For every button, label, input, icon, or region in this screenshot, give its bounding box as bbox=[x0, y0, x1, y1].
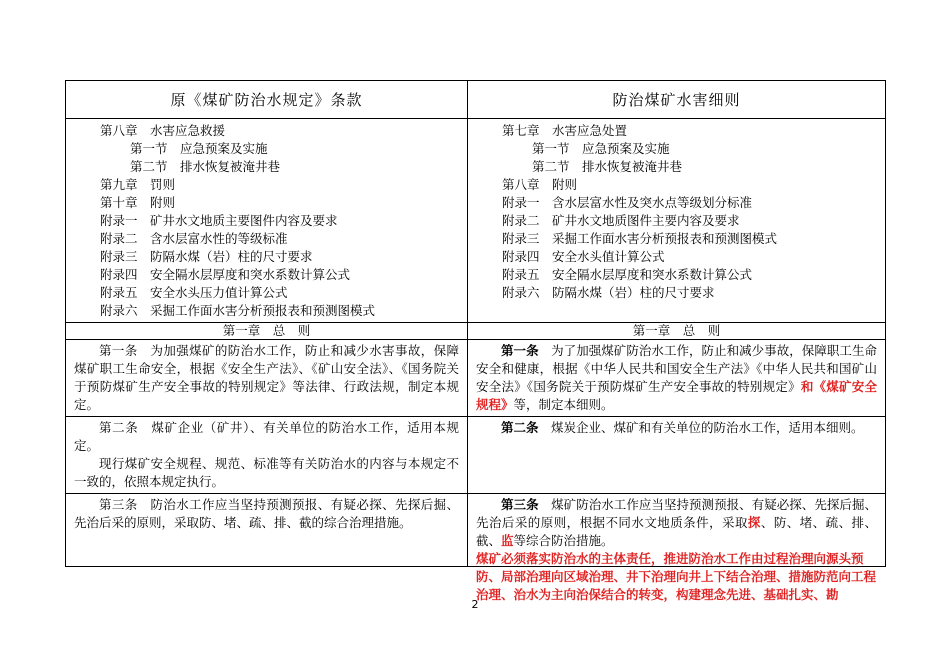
article3-row bbox=[66, 494, 886, 567]
toc_right-item: 附录五 安全隔水层厚度和突水系数计算公式 bbox=[502, 267, 753, 282]
toc_left-item: 附录一 矿井水文地质主要图件内容及要求 bbox=[100, 213, 338, 228]
article1-right-red: 和《煤矿安全规程》 bbox=[476, 379, 877, 412]
article3-right bbox=[468, 494, 886, 602]
article1-right-text: 为了加强煤矿防治水工作，防止和减少事故，保障职工生命安全和健康，根据《中华人民共和国安全生产法》《中华人民共和国矿山安全法》《国务院关于预防煤矿生产安全事故的特别规定》 bbox=[476, 343, 877, 394]
chapter-right: 第一章 总 则 bbox=[468, 323, 886, 340]
article3-right-red-para: 煤矿必须落实防治水的主体责任，推进防治水工作由过程治理向源头预防、局部治理向区域治理、井下治理向井上下结合治理、措施防范向工程治理、治水为主向治保结合的转变，构建理念先进、基础扎实、勘 bbox=[476, 551, 877, 602]
article3-right-text1: 煤矿防治水工作应当坚持预测预报、有疑必探、先探后掘、先治后采的原则，根据不同水文地质条件，采取 bbox=[476, 497, 877, 530]
toc_right-item: 附录四 安全水头值计算公式 bbox=[502, 249, 665, 264]
article1-right-para bbox=[476, 342, 877, 414]
article3-right-para bbox=[476, 496, 877, 550]
toc_left-item: 附录四 安全隔水层厚度和突水系数计算公式 bbox=[100, 267, 351, 282]
article2-right-text: 煤炭企业、煤矿和有关单位的防治水工作，适用本细则。 bbox=[538, 420, 864, 435]
chapter-left: 第一章 总 则 bbox=[66, 323, 468, 340]
article1-left bbox=[66, 340, 468, 417]
toc_right-item: 第七章 水害应急处置 bbox=[502, 123, 628, 138]
article1-right-tail: 等，制定本细则。 bbox=[513, 397, 614, 412]
toc_right-item: 附录三 采掘工作面水害分析预报表和预测图模式 bbox=[502, 231, 778, 246]
toc-left-cell bbox=[66, 119, 468, 323]
toc_left-item: 第十章 附则 bbox=[100, 195, 176, 210]
header-left: 原《煤矿防治水规定》条款 bbox=[66, 81, 468, 119]
toc-row bbox=[66, 119, 886, 323]
toc_right-item: 附录二 矿井水文地质图件主要内容及要求 bbox=[502, 213, 740, 228]
toc_left-item: 附录二 含水层富水性的等级标准 bbox=[100, 231, 288, 246]
toc-right-cell bbox=[468, 119, 886, 323]
toc_right-item: 第八章 附则 bbox=[502, 177, 578, 192]
article2-row bbox=[66, 417, 886, 494]
article2-right-para bbox=[476, 419, 877, 437]
article3-right-text3: 等综合防治措施。 bbox=[513, 533, 614, 548]
toc_left-item: 第八章 水害应急救援 bbox=[100, 123, 226, 138]
page-number: 2 bbox=[471, 598, 479, 611]
article2-left bbox=[66, 417, 468, 494]
chapter-row bbox=[66, 323, 886, 340]
article3-right-label: 第三条 bbox=[501, 497, 539, 512]
article3-right-red1: 探 bbox=[747, 515, 761, 530]
toc_left-item: 第一节 应急预案及实施 bbox=[130, 141, 268, 156]
toc_right-item: 第一节 应急预案及实施 bbox=[532, 141, 670, 156]
article3-right-clip bbox=[476, 496, 877, 602]
article1-right bbox=[468, 340, 886, 417]
article3-right-red2: 监 bbox=[501, 533, 514, 548]
article3-left-text: 第三条 防治水工作应当坚持预测预报、有疑必探、先探后掘、先治后采的原则，采取防、堵、疏、排、截的综合治理措施。 bbox=[74, 497, 459, 530]
toc_left-item: 附录三 防隔水煤（岩）柱的尺寸要求 bbox=[100, 249, 313, 264]
article3-left bbox=[66, 494, 468, 567]
toc_right-item: 第二节 排水恢复被淹井巷 bbox=[532, 159, 683, 174]
toc_left-item: 第九章 罚则 bbox=[100, 177, 176, 192]
article1-row bbox=[66, 340, 886, 417]
article3-right-text2: 、防、堵、疏、排、截、 bbox=[476, 515, 877, 548]
toc_left-item: 附录六 采掘工作面水害分析预报表和预测图模式 bbox=[100, 303, 376, 318]
toc_left-item: 附录五 安全水头压力值计算公式 bbox=[100, 285, 288, 300]
header-right: 防治煤矿水害细则 bbox=[468, 81, 886, 119]
article2-left-p2: 现行煤矿安全规程、规范、标准等有关防治水的内容与本规定不一致的，依照本规定执行。 bbox=[74, 456, 459, 489]
header-row bbox=[66, 81, 886, 119]
article1-right-label: 第一条 bbox=[501, 343, 539, 358]
comparison-table bbox=[65, 80, 886, 602]
toc_right-item: 附录六 防隔水煤（岩）柱的尺寸要求 bbox=[502, 285, 715, 300]
toc_left-item: 第二节 排水恢复被淹井巷 bbox=[130, 159, 281, 174]
article2-right-label: 第二条 bbox=[501, 420, 539, 435]
article1-left-text: 第一条 为加强煤矿的防治水工作，防止和减少水害事故，保障煤矿职工生命安全，根据《安全生产法》、《矿山安全法》、《国务院关于预防煤矿生产安全事故的特别规定》等法律、行政法规，制定本规定。 bbox=[74, 343, 459, 412]
article2-left-p1: 第二条 煤矿企业（矿井）、有关单位的防治水工作，适用本规定。 bbox=[74, 420, 459, 453]
article2-right bbox=[468, 417, 886, 494]
toc_right-item: 附录一 含水层富水性及突水点等级划分标准 bbox=[502, 195, 753, 210]
